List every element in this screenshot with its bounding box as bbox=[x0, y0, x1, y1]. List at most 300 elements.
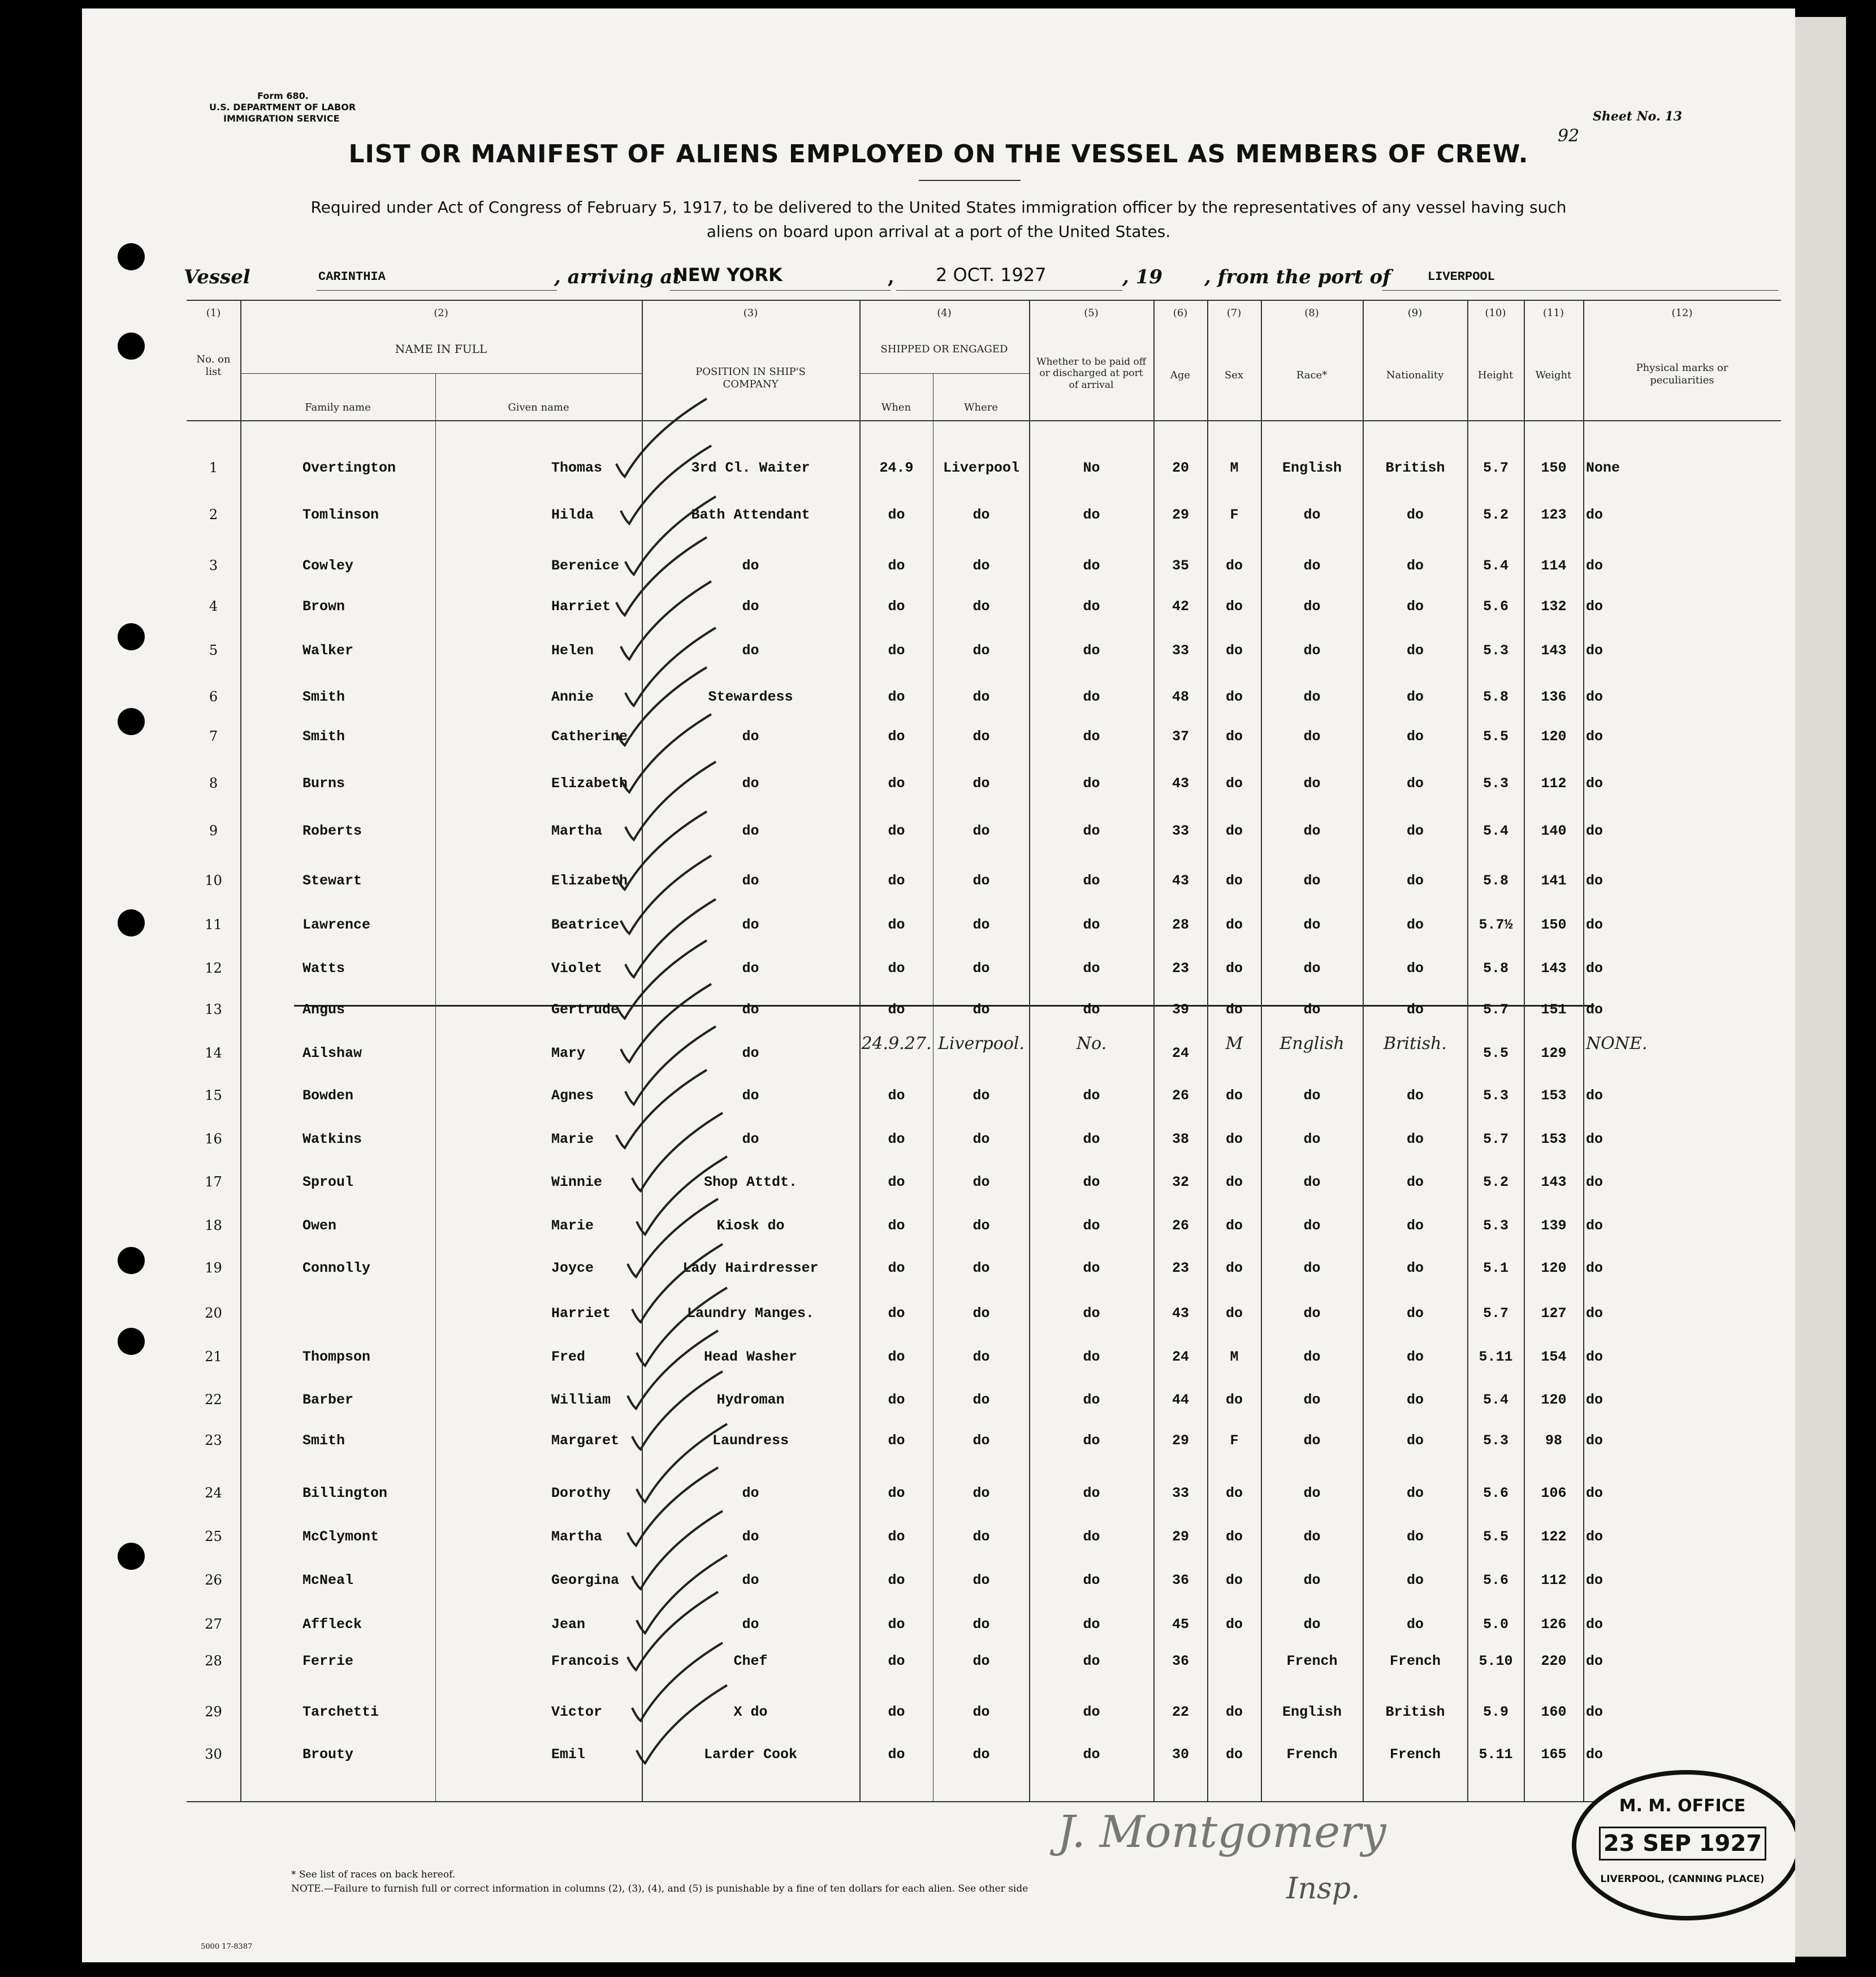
cell-sex: do bbox=[1225, 1704, 1243, 1720]
cell-no: 16 bbox=[205, 1131, 222, 1147]
cell-paid: do bbox=[1083, 728, 1100, 745]
cell-no: 14 bbox=[205, 1045, 222, 1061]
cell-given: Martha bbox=[551, 1529, 603, 1545]
cell-when: do bbox=[888, 1704, 905, 1720]
cell-height: 5.3 bbox=[1482, 642, 1508, 659]
cell-when: do bbox=[888, 823, 905, 839]
cell-position: Shop Attdt. bbox=[703, 1174, 798, 1190]
cell-height: 5.8 bbox=[1482, 873, 1508, 889]
cell-race: do bbox=[1303, 1131, 1321, 1147]
cell-when: do bbox=[888, 1174, 905, 1190]
binder-hole bbox=[118, 909, 145, 936]
cell-marks: do bbox=[1586, 1087, 1603, 1104]
cell-when: do bbox=[888, 1260, 905, 1276]
cell-height: 5.3 bbox=[1482, 1087, 1508, 1104]
cell-sex: do bbox=[1225, 558, 1243, 574]
col6-number: (6) bbox=[1173, 307, 1188, 319]
cell-age: 22 bbox=[1172, 1704, 1189, 1720]
races-footnote: * See list of races on back hereof. bbox=[291, 1869, 456, 1880]
cell-family: Barber bbox=[302, 1392, 354, 1408]
cell-where: do bbox=[972, 1704, 990, 1720]
cell-family: Affleck bbox=[302, 1616, 362, 1633]
checkmark bbox=[616, 667, 707, 745]
cell-race: do bbox=[1303, 728, 1321, 745]
cell-given: Hilda bbox=[551, 507, 594, 523]
cell-position: Laundress bbox=[712, 1432, 789, 1449]
department: U.S. DEPARTMENT OF LABOR bbox=[209, 102, 356, 113]
cell-where: do bbox=[972, 728, 990, 745]
cell-where: do bbox=[972, 873, 990, 889]
cell-age: 42 bbox=[1172, 598, 1189, 615]
cell-height: 5.3 bbox=[1482, 775, 1508, 792]
stamp-office: M. M. OFFICE bbox=[1619, 1796, 1746, 1816]
cell-age: 36 bbox=[1172, 1572, 1189, 1588]
cell-paid: do bbox=[1083, 689, 1100, 705]
cell-sex: do bbox=[1225, 1305, 1243, 1322]
cell-nationality: British bbox=[1385, 460, 1445, 476]
cell-position: do bbox=[742, 1002, 759, 1018]
cell-position: do bbox=[742, 1529, 759, 1545]
cell-given: Dorothy bbox=[551, 1485, 611, 1501]
cell-paid: do bbox=[1083, 507, 1100, 523]
cell-no: 27 bbox=[205, 1616, 222, 1632]
cell-given: Thomas bbox=[551, 460, 603, 476]
cell-race: do bbox=[1303, 558, 1321, 574]
cell-race: do bbox=[1303, 1218, 1321, 1234]
cell-family: Roberts bbox=[302, 823, 362, 839]
cell-where: do bbox=[972, 917, 990, 933]
cell-given: Berenice bbox=[551, 558, 620, 574]
cell-no: 22 bbox=[205, 1392, 222, 1408]
col2-label: NAME IN FULL bbox=[395, 342, 487, 356]
cell-marks: do bbox=[1586, 558, 1603, 574]
cell-when: do bbox=[888, 1131, 905, 1147]
cell-sex: do bbox=[1225, 689, 1243, 705]
cell-family: McClymont bbox=[302, 1529, 379, 1545]
cell-where: do bbox=[972, 558, 990, 574]
cell-nationality: do bbox=[1406, 642, 1424, 659]
cell-position: do bbox=[742, 823, 759, 839]
cell-race: English bbox=[1282, 460, 1342, 476]
cell-position: Stewardess bbox=[708, 689, 793, 705]
cell-when: do bbox=[888, 1485, 905, 1501]
cell-position: do bbox=[742, 642, 759, 659]
cell-where: do bbox=[972, 1260, 990, 1276]
cell-race: do bbox=[1303, 775, 1321, 792]
mm-office-stamp bbox=[1572, 1770, 1795, 1920]
cell-height: 5.7 bbox=[1482, 1002, 1508, 1018]
cell-height: 5.3 bbox=[1482, 1218, 1508, 1234]
col4-where-label: Where bbox=[963, 402, 998, 413]
cell-marks: do bbox=[1586, 1432, 1603, 1449]
cell-weight: 114 bbox=[1541, 558, 1567, 574]
comma: , bbox=[888, 266, 894, 288]
col10-label: Height bbox=[1477, 369, 1514, 381]
cell-position: do bbox=[742, 1572, 759, 1588]
cell-height: 5.4 bbox=[1482, 1392, 1508, 1408]
cell-height: 5.8 bbox=[1482, 689, 1508, 705]
vessel-name: CARINTHIA bbox=[318, 270, 386, 284]
cell-age: 39 bbox=[1172, 1002, 1189, 1018]
cell-paid: do bbox=[1083, 558, 1100, 574]
cell-paid: do bbox=[1083, 1349, 1100, 1365]
cell-marks: do bbox=[1586, 917, 1603, 933]
cell-no: 15 bbox=[205, 1087, 222, 1103]
binder-hole bbox=[118, 708, 145, 735]
cell-paid: do bbox=[1083, 1746, 1100, 1763]
cell-when: 24.9 bbox=[879, 460, 914, 476]
cell-nationality: do bbox=[1406, 1349, 1424, 1365]
cell-sex: do bbox=[1225, 1174, 1243, 1190]
cell-given: Winnie bbox=[551, 1174, 603, 1190]
cell-position: do bbox=[742, 558, 759, 574]
cell-no: 6 bbox=[209, 689, 218, 705]
cell-nationality: do bbox=[1406, 1485, 1424, 1501]
cell-no: 13 bbox=[205, 1002, 222, 1017]
cell-age: 33 bbox=[1172, 823, 1189, 839]
binder-hole bbox=[118, 1247, 145, 1274]
cell-marks: do bbox=[1586, 1529, 1603, 1545]
cell-weight: 220 bbox=[1541, 1653, 1567, 1669]
checkmarks-layer bbox=[82, 8, 1795, 1962]
cell-race: do bbox=[1303, 1392, 1321, 1408]
cell-when: do bbox=[888, 1392, 905, 1408]
cell-family: Billington bbox=[302, 1485, 388, 1501]
inspector-signature: J. Montgomery bbox=[1057, 1807, 1386, 1858]
cell-weight: 112 bbox=[1541, 1572, 1567, 1588]
cell-weight: 153 bbox=[1541, 1087, 1567, 1104]
col12-number: (12) bbox=[1671, 307, 1693, 319]
cell-nationality: do bbox=[1406, 1529, 1424, 1545]
cell-height: 5.7 bbox=[1482, 460, 1508, 476]
cell-position: do bbox=[742, 728, 759, 745]
cell-height: 5.7 bbox=[1482, 1305, 1508, 1322]
cell-sex: do bbox=[1225, 1131, 1243, 1147]
cell-family: Stewart bbox=[302, 873, 362, 889]
cell-weight: 126 bbox=[1541, 1616, 1567, 1633]
cell-where: Liverpool. bbox=[937, 1034, 1025, 1054]
cell-sex: do bbox=[1225, 917, 1243, 933]
cell-sex: do bbox=[1225, 598, 1243, 615]
from-label: , from the port of bbox=[1204, 266, 1391, 288]
cell-age: 43 bbox=[1172, 873, 1189, 889]
checkmark bbox=[632, 1511, 723, 1589]
binder-hole bbox=[118, 333, 145, 360]
cell-height: 5.3 bbox=[1482, 1432, 1508, 1449]
cell-weight: 140 bbox=[1541, 823, 1567, 839]
checkmark bbox=[621, 581, 711, 659]
cell-nationality: do bbox=[1406, 728, 1424, 745]
cell-no: 25 bbox=[205, 1529, 222, 1544]
col7-label: Sex bbox=[1224, 369, 1244, 381]
cell-when: do bbox=[888, 1349, 905, 1365]
cell-family: Watkins bbox=[302, 1131, 362, 1147]
cell-where: do bbox=[972, 642, 990, 659]
cell-weight: 139 bbox=[1541, 1218, 1567, 1234]
cell-nationality: do bbox=[1406, 558, 1424, 574]
checkmark bbox=[637, 1685, 727, 1763]
cell-position: do bbox=[742, 1087, 759, 1104]
cell-marks: do bbox=[1586, 873, 1603, 889]
col4-label: SHIPPED OR ENGAGED bbox=[880, 343, 1008, 355]
cell-paid: do bbox=[1083, 1392, 1100, 1408]
cell-age: 33 bbox=[1172, 1485, 1189, 1501]
cell-weight: 120 bbox=[1541, 728, 1567, 745]
cell-nationality: do bbox=[1406, 960, 1424, 977]
binder-hole bbox=[118, 1328, 145, 1355]
cell-where: do bbox=[972, 1349, 990, 1365]
checkmark bbox=[632, 1113, 723, 1191]
cell-marks: do bbox=[1586, 1131, 1603, 1147]
cell-no: 21 bbox=[205, 1349, 222, 1365]
cell-given: Agnes bbox=[551, 1087, 594, 1104]
cell-paid: do bbox=[1083, 960, 1100, 977]
cell-where: do bbox=[972, 1616, 990, 1633]
cell-position: Larder Cook bbox=[703, 1746, 798, 1763]
manifest-sheet bbox=[82, 8, 1795, 1962]
cell-family: Sproul bbox=[302, 1174, 354, 1190]
cell-family: Tarchetti bbox=[302, 1704, 379, 1720]
cell-when: do bbox=[888, 1305, 905, 1322]
cell-when: do bbox=[888, 558, 905, 574]
cell-age: 28 bbox=[1172, 917, 1189, 933]
cell-height: 5.11 bbox=[1479, 1349, 1513, 1365]
cell-no: 9 bbox=[209, 823, 218, 839]
cell-position: Kiosk do bbox=[716, 1218, 785, 1234]
cell-race: do bbox=[1303, 1616, 1321, 1633]
cell-no: 3 bbox=[209, 558, 218, 573]
cell-height: 5.1 bbox=[1482, 1260, 1508, 1276]
cell-paid: do bbox=[1083, 823, 1100, 839]
cell-race: do bbox=[1303, 1087, 1321, 1104]
cell-when: do bbox=[888, 1002, 905, 1018]
cell-paid: do bbox=[1083, 598, 1100, 615]
cell-family: Burns bbox=[302, 775, 345, 792]
cell-marks: do bbox=[1586, 507, 1603, 523]
cell-paid: do bbox=[1083, 917, 1100, 933]
binder-hole bbox=[118, 243, 145, 270]
cell-family: Thompson bbox=[302, 1349, 371, 1365]
cell-marks: do bbox=[1586, 960, 1603, 977]
cell-given: Jean bbox=[551, 1616, 586, 1633]
cell-nationality: do bbox=[1406, 507, 1424, 523]
cell-when: do bbox=[888, 873, 905, 889]
cell-marks: do bbox=[1586, 1002, 1603, 1018]
cell-sex: F bbox=[1230, 1432, 1239, 1449]
cell-given: Catherine bbox=[551, 728, 628, 745]
cell-nationality: French bbox=[1389, 1746, 1441, 1763]
cell-height: 5.10 bbox=[1479, 1653, 1513, 1669]
cell-paid: do bbox=[1083, 1305, 1100, 1322]
cell-family: Walker bbox=[302, 642, 354, 659]
cell-marks: do bbox=[1586, 1260, 1603, 1276]
cell-race: do bbox=[1303, 823, 1321, 839]
cell-given: Marie bbox=[551, 1218, 594, 1234]
cell-nationality: French bbox=[1389, 1653, 1441, 1669]
cell-marks: do bbox=[1586, 1653, 1603, 1669]
cell-race: do bbox=[1303, 507, 1321, 523]
cell-age: 26 bbox=[1172, 1218, 1189, 1234]
cell-where: do bbox=[972, 960, 990, 977]
cell-when: do bbox=[888, 642, 905, 659]
cell-paid: do bbox=[1083, 1087, 1100, 1104]
cell-where: do bbox=[972, 775, 990, 792]
cell-height: 5.11 bbox=[1479, 1746, 1513, 1763]
cell-sex: do bbox=[1225, 775, 1243, 792]
cell-position: do bbox=[742, 917, 759, 933]
cell-position: Bath Attendant bbox=[691, 507, 810, 523]
cell-family: Watts bbox=[302, 960, 345, 977]
cell-height: 5.4 bbox=[1482, 823, 1508, 839]
cell-where: do bbox=[972, 1485, 990, 1501]
cell-no: 5 bbox=[209, 642, 218, 658]
cell-family: Bowden bbox=[302, 1087, 354, 1104]
cell-family: Ailshaw bbox=[302, 1045, 362, 1061]
cell-age: 48 bbox=[1172, 689, 1189, 705]
cell-no: 10 bbox=[205, 873, 222, 888]
cell-when: do bbox=[888, 1616, 905, 1633]
cell-weight: 150 bbox=[1541, 460, 1567, 476]
cell-no: 23 bbox=[205, 1432, 222, 1448]
cell-when: do bbox=[888, 1529, 905, 1545]
cell-when: do bbox=[888, 1572, 905, 1588]
cell-nationality: do bbox=[1406, 917, 1424, 933]
cell-given: Marie bbox=[551, 1131, 594, 1147]
cell-no: 2 bbox=[209, 507, 218, 523]
cell-marks: do bbox=[1586, 823, 1603, 839]
cell-marks: do bbox=[1586, 1305, 1603, 1322]
cell-race: French bbox=[1286, 1746, 1338, 1763]
cell-where: do bbox=[972, 1305, 990, 1322]
cell-position: Head Washer bbox=[703, 1349, 798, 1365]
col5-number: (5) bbox=[1084, 307, 1099, 319]
cell-where: do bbox=[972, 1218, 990, 1234]
cell-no: 17 bbox=[205, 1174, 222, 1190]
cell-nationality: British. bbox=[1384, 1034, 1447, 1054]
cell-race: do bbox=[1303, 1260, 1321, 1276]
cell-marks: do bbox=[1586, 1572, 1603, 1588]
cell-nationality: do bbox=[1406, 1260, 1424, 1276]
cell-paid: No. bbox=[1076, 1034, 1107, 1054]
col7-number: (7) bbox=[1226, 307, 1242, 319]
cell-paid: do bbox=[1083, 1704, 1100, 1720]
cell-position: Laundry Manges. bbox=[686, 1305, 815, 1322]
arrival-port: NEW YORK bbox=[673, 264, 783, 286]
cell-paid: do bbox=[1083, 1529, 1100, 1545]
cell-family: Lawrence bbox=[302, 917, 371, 933]
cell-no: 12 bbox=[205, 960, 222, 976]
binder-hole bbox=[118, 1543, 145, 1570]
cell-given: Emil bbox=[551, 1746, 586, 1763]
cell-nationality: do bbox=[1406, 1218, 1424, 1234]
cell-weight: 98 bbox=[1545, 1432, 1562, 1449]
cell-family: Overtington bbox=[302, 460, 396, 476]
cell-sex: do bbox=[1225, 1746, 1243, 1763]
cell-no: 24 bbox=[205, 1485, 222, 1501]
cell-position: do bbox=[742, 1485, 759, 1501]
cell-weight: 151 bbox=[1541, 1002, 1567, 1018]
cell-weight: 154 bbox=[1541, 1349, 1567, 1365]
inspector-title: Insp. bbox=[1286, 1872, 1360, 1906]
cell-height: 5.9 bbox=[1482, 1704, 1508, 1720]
cell-given: Fred bbox=[551, 1349, 586, 1365]
cell-age: 35 bbox=[1172, 558, 1189, 574]
cell-given: Elizabeth bbox=[551, 775, 628, 792]
cell-weight: 153 bbox=[1541, 1131, 1567, 1147]
checkmark bbox=[632, 1371, 723, 1449]
cell-height: 5.0 bbox=[1482, 1616, 1508, 1633]
cell-age: 29 bbox=[1172, 1432, 1189, 1449]
cell-race: do bbox=[1303, 1432, 1321, 1449]
cell-age: 36 bbox=[1172, 1653, 1189, 1669]
cell-age: 29 bbox=[1172, 507, 1189, 523]
cell-race: do bbox=[1303, 1485, 1321, 1501]
cell-weight: 127 bbox=[1541, 1305, 1567, 1322]
cell-given: Martha bbox=[551, 823, 603, 839]
cell-marks: do bbox=[1586, 1392, 1603, 1408]
cell-family: Owen bbox=[302, 1218, 337, 1234]
cell-given: Mary bbox=[551, 1045, 586, 1061]
cell-where: do bbox=[972, 507, 990, 523]
col6-label: Age bbox=[1170, 369, 1191, 381]
cell-nationality: do bbox=[1406, 1002, 1424, 1018]
cell-race: English bbox=[1280, 1034, 1345, 1054]
checkmark bbox=[628, 1592, 718, 1670]
cell-paid: do bbox=[1083, 1572, 1100, 1588]
cell-paid: do bbox=[1083, 1616, 1100, 1633]
cell-given: Violet bbox=[551, 960, 603, 977]
checkmark bbox=[621, 856, 711, 934]
cell-paid: No bbox=[1083, 460, 1100, 476]
checkmark bbox=[625, 762, 716, 840]
cell-given: Harriet bbox=[551, 598, 611, 615]
cell-sex: do bbox=[1225, 728, 1243, 745]
cell-paid: do bbox=[1083, 1002, 1100, 1018]
cell-age: 44 bbox=[1172, 1392, 1189, 1408]
cell-sex: do bbox=[1225, 1087, 1243, 1104]
cell-marks: do bbox=[1586, 1616, 1603, 1633]
subtitle-line-1: Required under Act of Congress of February 5, 1917, to be delivered to the United States immigration officer by the representatives of any vessel having such bbox=[310, 198, 1567, 217]
cell-height: 5.6 bbox=[1482, 1485, 1508, 1501]
cell-family: Smith bbox=[302, 689, 345, 705]
col4-when-label: When bbox=[881, 402, 911, 413]
print-code: 5000 17-8387 bbox=[201, 1943, 253, 1951]
cell-no: 19 bbox=[205, 1260, 222, 1276]
cell-marks: do bbox=[1586, 1218, 1603, 1234]
binder-hole bbox=[118, 623, 145, 650]
cell-position: do bbox=[742, 873, 759, 889]
cell-weight: 143 bbox=[1541, 642, 1567, 659]
cell-weight: 106 bbox=[1541, 1485, 1567, 1501]
cell-position: X do bbox=[733, 1704, 768, 1720]
cell-where: do bbox=[972, 1174, 990, 1190]
cell-nationality: do bbox=[1406, 823, 1424, 839]
col3-number: (3) bbox=[743, 307, 758, 319]
cell-position: Chef bbox=[733, 1653, 768, 1669]
cell-nationality: do bbox=[1406, 873, 1424, 889]
cell-given: Helen bbox=[551, 642, 594, 659]
cell-given: Harriet bbox=[551, 1305, 611, 1322]
col1-label: No. on list bbox=[196, 353, 231, 378]
cell-height: 5.8 bbox=[1482, 960, 1508, 977]
cell-height: 5.4 bbox=[1482, 558, 1508, 574]
cell-weight: 122 bbox=[1541, 1529, 1567, 1545]
col4-number: (4) bbox=[937, 307, 952, 319]
cell-paid: do bbox=[1083, 642, 1100, 659]
cell-paid: do bbox=[1083, 1432, 1100, 1449]
cell-sex: do bbox=[1225, 1485, 1243, 1501]
cell-paid: do bbox=[1083, 1174, 1100, 1190]
